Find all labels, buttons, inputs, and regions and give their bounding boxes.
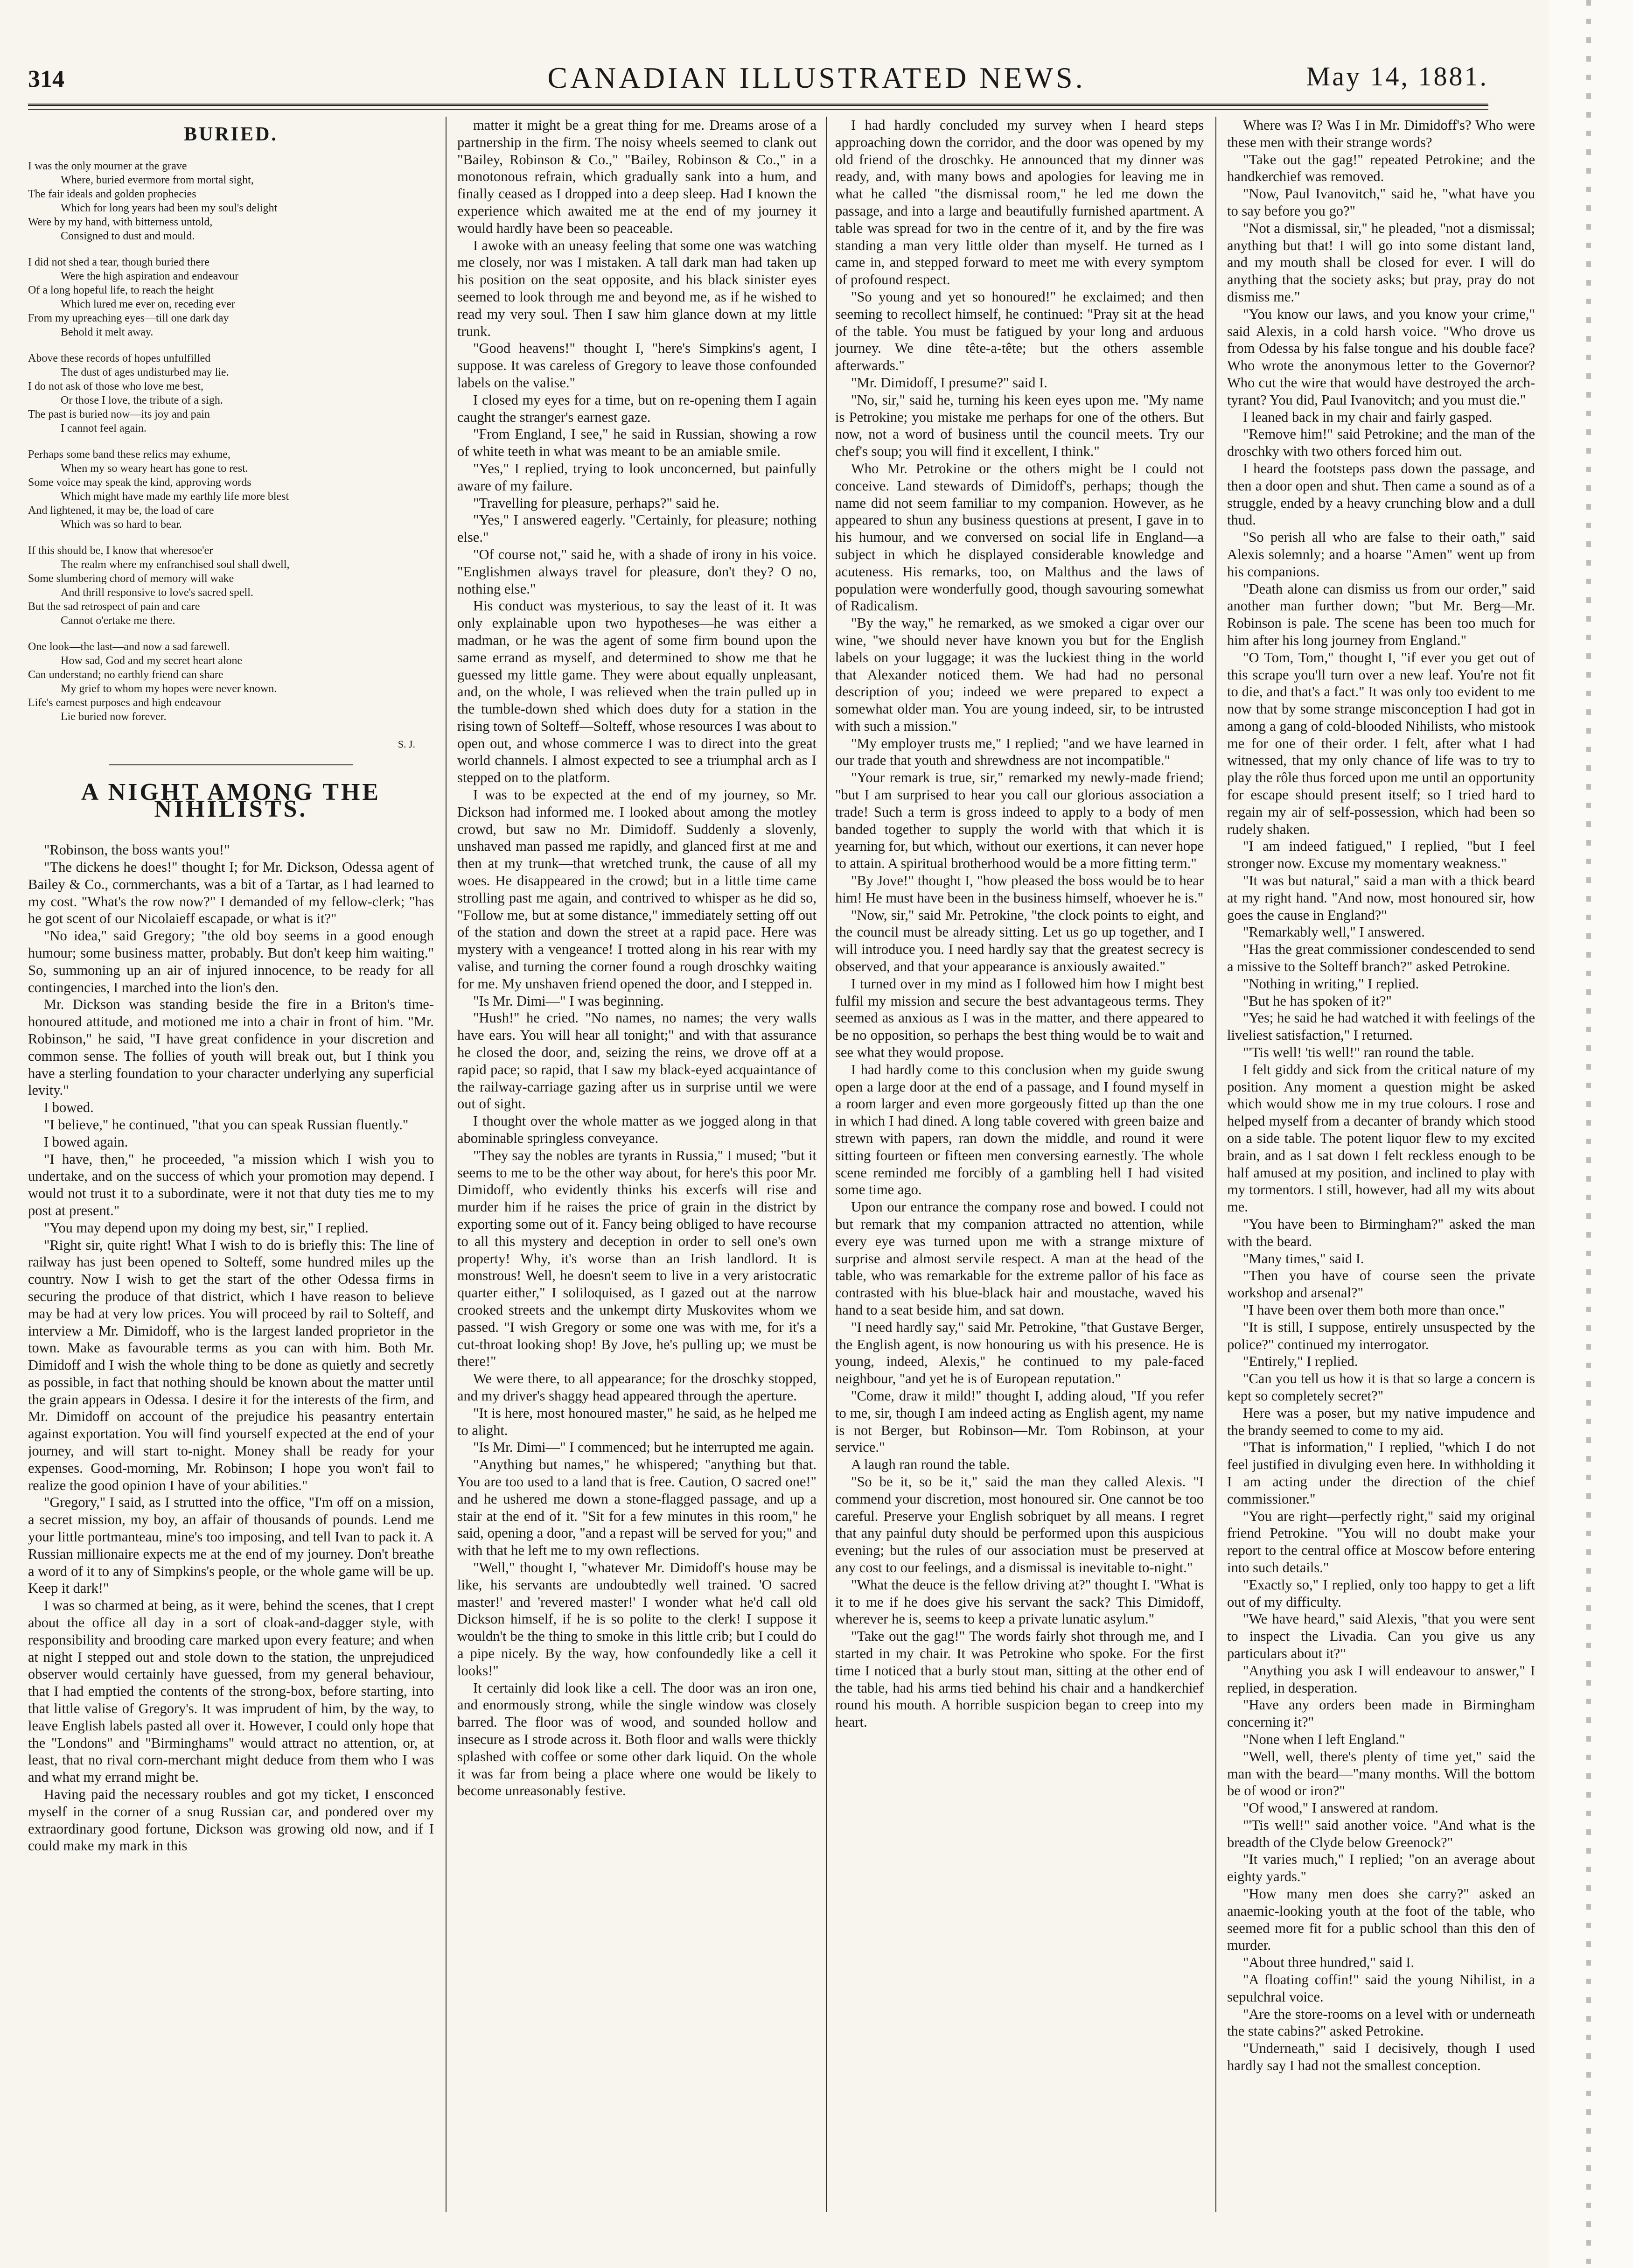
poem-line: Consigned to dust and mould. bbox=[61, 230, 195, 242]
poem-line: Can understand; no earthly friend can share bbox=[28, 668, 223, 681]
paragraph: "Death alone can dismiss us from our order," said another man further down; "but Mr. Berg—Mr. Robinson is pale. The scene has been too much for him after his long journey from England." bbox=[1227, 581, 1535, 648]
paragraph: "Now, sir," said Mr. Petrokine, "the clock points to eight, and the council must be already sitting. Let us go up together, and I will introduce you. I need hardly say that the greatest secrecy is observed, and that your appearance is anxiously awaited." bbox=[835, 907, 1204, 975]
paragraph: "From England, I see," he said in Russian, showing a row of white teeth in what was meant to be an amiable smile. bbox=[457, 426, 816, 460]
paragraph: We were there, to all appearance; for the droschky stopped, and my driver's shaggy head appeared through the aperture. bbox=[457, 1371, 816, 1404]
poem-stanza bbox=[28, 640, 434, 724]
column-rule bbox=[826, 117, 827, 2212]
paragraph: "Yes," I replied, trying to look unconcerned, but painfully aware of my failure. bbox=[457, 460, 816, 494]
page-number: 314 bbox=[28, 66, 64, 92]
paragraph: "You may depend upon my doing my best, sir," I replied. bbox=[44, 1219, 369, 1236]
paragraph: I was to be expected at the end of my journey, so Mr. Dickson had informed me. I looked about among the motley crowd, but saw no Mr. Dimidoff. Suddenly a slovenly, unshaved man passed me rapidly, and glanced first at me and then at my trunk—that wretched trunk, the cause of all my woes. He disappeared in the crowd; but in a little time came strolling past me again, and contrived to whisper as he did so, "Follow me, but at some distance," immediately setting off out of the station and down the street at a rapid pace. Here was mystery with a vengeance! I trotted along in his rear with my valise, and turning the corner found a rough droschky waiting for me. My unshaven friend opened the door, and I stepped in. bbox=[457, 787, 816, 992]
paragraph: "You are right—perfectly right," said my original friend Petrokine. "You will no doubt make your report to the central office at Moscow before entering into such details." bbox=[1227, 1508, 1535, 1575]
paragraph: "So perish all who are false to their oath," said Alexis solemnly; and a hoarse "Amen" went up from his companions. bbox=[1227, 529, 1535, 580]
paragraph: "I need hardly say," said Mr. Petrokine, "that Gustave Berger, the English agent, is now honouring us with his presence. He is young, indeed, Alexis," he continued to my pale-faced neighbour, "and yet he is of European reputation." bbox=[835, 1319, 1204, 1387]
poem-line: Were the high aspiration and endeavour bbox=[61, 270, 239, 282]
paragraph: I had hardly come to this conclusion when my guide swung open a large door at the end of a passage, and I found myself in a room larger and even more gorgeously fitted up than the one in which I had dined. A long table covered with green baize and strewn with papers, ran down the middle, and round it were sitting fourteen or fifteen men conversing earnestly. The whole scene reminded me forcibly of a gambling hell I had visited some time ago. bbox=[835, 1061, 1204, 1198]
paragraph: "'Tis well!" said another voice. "And what is the breadth of the Clyde below Greenock?" bbox=[1227, 1817, 1535, 1850]
paragraph: I turned over in my mind as I followed him how I might best fulfil my mission and secure the best advantageous terms. They seemed as anxious as I was in the matter, and there appeared to be no opposition, so perhaps the best thing would be to wait and see what they would propose. bbox=[835, 975, 1204, 1061]
paragraph: "It is still, I suppose, entirely unsuspected by the police?" continued my interrogator. bbox=[1227, 1319, 1535, 1352]
paragraph: "Is Mr. Dimi—" I was beginning. bbox=[473, 993, 664, 1009]
poem-line: Or those I love, the tribute of a sigh. bbox=[61, 394, 223, 406]
paragraph: "Entirely," I replied. bbox=[1243, 1353, 1358, 1370]
paragraph: "So be it, so be it," said the man they called Alexis. "I commend your discretion, most honoured sir. One cannot be too careful. Preserve your English sobriquet by all means. I regret that any painful duty should be performed upon this auspicious evening; but the rules of our association must be preserved at any cost to our feelings, and a dismissal is inevitable to-night." bbox=[835, 1473, 1204, 1575]
paragraph: "What the deuce is the fellow driving at?" thought I. "What is it to me if he does give his servant the sack? This Dimidoff, wherever he is, seems to keep a private lunatic asylum." bbox=[835, 1576, 1204, 1627]
paragraph: "But he has spoken of it?" bbox=[1243, 993, 1392, 1009]
paragraph: "Travelling for pleasure, perhaps?" said he. bbox=[473, 495, 719, 511]
poem-line: If this should be, I know that wheresoe'er bbox=[28, 544, 213, 557]
poem-line: And lightened, it may be, the load of care bbox=[28, 504, 214, 517]
paragraph: "We have heard," said Alexis, "that you were sent to inspect the Livadia. Can you give us any particulars about it?" bbox=[1227, 1611, 1535, 1661]
paragraph: "Of wood," I answered at random. bbox=[1243, 1800, 1438, 1816]
paragraph: "How many men does she carry?" asked an anaemic-looking youth at the foot of the table, who seemed more fit for a public school than this den of murder. bbox=[1227, 1886, 1535, 1953]
paragraph: "Your remark is true, sir," remarked my newly-made friend; "but I am surprised to hear you call our glorious association a trade! Such a term is gross indeed to apply to a body of men banded together to supply the world with that which it is yearning for, but which, without our exertions, it can never hope to attain. A spiritual brotherhood would be a more fitting term." bbox=[835, 770, 1204, 872]
paragraph: "By Jove!" thought I, "how pleased the boss would be to hear him! He must have been in the business himself, whoever he is." bbox=[835, 873, 1204, 906]
paragraph: "Exactly so," I replied, only too happy to get a lift out of my difficulty. bbox=[1227, 1576, 1535, 1610]
story-text-column-2 bbox=[457, 117, 816, 2212]
paragraph: "Remove him!" said Petrokine; and the man of the droschky with two others forced him out. bbox=[1227, 426, 1535, 460]
poem-line: Above these records of hopes unfulfilled bbox=[28, 352, 211, 364]
poem-stanza bbox=[28, 448, 434, 532]
paragraph: "Has the great commissioner condescended to send a missive to the Solteff branch?" asked Petrokine. bbox=[1227, 941, 1535, 975]
paragraph: I bowed again. bbox=[44, 1134, 128, 1150]
poem-line: Were by my hand, with bitterness untold, bbox=[28, 216, 213, 228]
paragraph: I felt giddy and sick from the critical nature of my position. Any moment a question might be asked which would show me in my true colours. I rose and helped myself from a decanter of brandy which stood on a side table. The potent liquor flew to my excited brain, and as I sat down I felt reckless enough to be half amused at my position, and inclined to play with my tormentors. I still, however, had all my wits about me. bbox=[1227, 1061, 1535, 1215]
poem-line: I did not shed a tear, though buried there bbox=[28, 256, 209, 268]
poem-line: I do not ask of those who love me best, bbox=[28, 380, 203, 392]
paragraph: I closed my eyes for a time, but on re-opening them I again caught the stranger's earnest gaze. bbox=[457, 392, 816, 425]
paragraph: "Robinson, the boss wants you!" bbox=[44, 842, 230, 858]
paragraph: "None when I left England." bbox=[1243, 1731, 1405, 1747]
paragraph: "O Tom, Tom," thought I, "if ever you get out of this scrape you'll turn over a new leaf. You're not fit to die, and that's a fact." It was only too evident to me now that by some strange misconception I had got in among a gang of cold-blooded Nihilists, who mistook me for one of their order. I felt, after what I had witnessed, that my only chance of life was to try to play the rôle thus forced upon me until an opportunity for escape should present itself; so I tried hard to regain my air of self-possession, which had been so rudely shaken. bbox=[1227, 649, 1535, 837]
poem-line: Perhaps some band these relics may exhume, bbox=[28, 448, 230, 461]
poem-line: My grief to whom my hopes were never known. bbox=[61, 682, 277, 695]
header-rule bbox=[28, 104, 1488, 110]
paragraph: Where was I? Was I in Mr. Dimidoff's? Who were these men with their strange words? bbox=[1227, 117, 1535, 150]
paragraph: "Gregory," I said, as I strutted into the office, "I'm off on a mission, a secret mission, my boy, an affair of thousands of pounds. Lend me your little portmanteau, mine's too imposing, and tell Ivan to pack it. A Russian millionaire expects me at the end of my journey. Don't breathe a word of it to any of Simpkins's people, or the whole game will be up. Keep it dark!" bbox=[28, 1494, 434, 1596]
poem-line: Cannot o'ertake me there. bbox=[61, 614, 175, 627]
poem-line: When my so weary heart has gone to rest. bbox=[61, 462, 248, 475]
poem-line: Where, buried evermore from mortal sight, bbox=[61, 174, 254, 186]
poem-line: Lie buried now forever. bbox=[61, 710, 167, 723]
poem-line: And thrill responsive to love's sacred spell. bbox=[61, 586, 253, 599]
paragraph: A laugh ran round the table. bbox=[851, 1456, 1010, 1473]
paragraph: "Good heavens!" thought I, "here's Simpkins's agent, I suppose. It was careless of Gregory to leave those confounded labels on the valise." bbox=[457, 340, 816, 391]
poem-stanza bbox=[28, 544, 434, 628]
poem-line: From my upreaching eyes—till one dark day bbox=[28, 312, 229, 324]
paragraph: "Not a dismissal, sir," he pleaded, "not a dismissal; anything but that! I will go into some distant land, and my mouth shall be closed for ever. I will do anything that the society asks; but pray, pray do not dismiss me." bbox=[1227, 220, 1535, 305]
paragraph: "Now, Paul Ivanovitch," said he, "what have you to say before you go?" bbox=[1227, 186, 1535, 219]
poem-line: The realm where my enfranchised soul shall dwell, bbox=[61, 558, 290, 571]
poem-line: Which for long years had been my soul's delight bbox=[61, 202, 278, 214]
binding-mark bbox=[1586, 0, 1591, 2268]
paragraph: "No idea," said Gregory; "the old boy seems in a good enough humour; some business matter, probably. But don't keep him waiting." So, summoning up an air of injured innocence, to be ready for all contingencies, I marched into the lion's den. bbox=[28, 928, 434, 995]
poem-line: How sad, God and my secret heart alone bbox=[61, 654, 243, 667]
column-1 bbox=[28, 117, 434, 2212]
poem-stanza bbox=[28, 255, 434, 339]
paragraph: I thought over the whole matter as we jogged along in that abominable springless conveyance. bbox=[457, 1113, 816, 1147]
poem-line: The past is buried now—its joy and pain bbox=[28, 408, 210, 420]
poem-line: But the sad retrospect of pain and care bbox=[28, 600, 200, 613]
poem-line: The fair ideals and golden prophecies bbox=[28, 188, 196, 200]
paragraph: "I have, then," he proceeded, "a mission which I wish you to undertake, and on the success of which your promotion may depend. I would not trust it to a subordinate, were it not that duty ties me to my post at present." bbox=[28, 1151, 434, 1218]
paragraph: "You know our laws, and you know your crime," said Alexis, in a cold harsh voice. "Who drove us from Odessa by his false tongue and his double face? Who wrote the anonymous letter to the Governor? Who cut the wire that would have destroyed the arch-tyrant? You did, Paul Ivanovitch; and you must die." bbox=[1227, 306, 1535, 408]
paragraph: "Well, well, there's plenty of time yet," said the man with the beard—"many months. Will the bottom be of wood or iron?" bbox=[1227, 1748, 1535, 1799]
poem-line: Some slumbering chord of memory will wake bbox=[28, 572, 234, 585]
paragraph: "I believe," he continued, "that you can speak Russian fluently." bbox=[44, 1116, 409, 1133]
paragraph: "It varies much," I replied; "on an average about eighty yards." bbox=[1227, 1851, 1535, 1885]
paragraph: I leaned back in my chair and fairly gasped. bbox=[1243, 409, 1493, 425]
paragraph: "Are the store-rooms on a level with or underneath the state cabins?" asked Petrokine. bbox=[1227, 2006, 1535, 2039]
poem-stanza bbox=[28, 159, 434, 243]
paragraph: "Remarkably well," I answered. bbox=[1243, 924, 1425, 940]
paragraph: I had hardly concluded my survey when I heard steps approaching down the corridor, and the door was opened by my old friend of the droschky. He announced that my dinner was ready, and, with many bows and apologies for leaving me in what he called "the dismissal room," he led me down the passage, and into a large and beautifully furnished apartment. A table was spread for two in the centre of it, and by the fire was standing a man very little older than myself. He turned as I came in, and stepped forward to meet me with every symptom of profound respect. bbox=[835, 117, 1204, 288]
paragraph: "They say the nobles are tyrants in Russia," I mused; "but it seems to me to be the other way about, for here's this poor Mr. Dimidoff, who evidently thinks his excerfs will rise and murder him if he raises the price of grain in the district by exporting some out of it. Fancy being obliged to have recourse to all this mystery and deception in order to sell one's own property! Why, it's worse than an Irish landlord. It is monstrous! Well, he doesn't seem to live in a very aristocratic quarter either," I soliloquised, as I gazed out at the narrow crooked streets and the unkempt dirty Muskovites whom we passed. "I wish Gregory or some one was with me, for it's a cut-throat looking shop! By Jove, he's pulling up; we must be there!" bbox=[457, 1147, 816, 1370]
paragraph: His conduct was mysterious, to say the least of it. It was only explainable upon two hypotheses—he was either a madman, or he was the agent of some firm bound upon the same errand as myself, and determined to show me that he guessed my little game. They were about equally unpleasant, and, on the whole, I was relieved when the train pulled up in the tumble-down shed which does duty for a station in the rising town of Solteff—Solteff, whose resources I was about to open out, and whose commerce I was to direct into the great world channels. I almost expected to see a triumphal arch as I stepped on to the platform. bbox=[457, 598, 816, 786]
poem-signature: S. J. bbox=[398, 738, 415, 750]
paragraph: "Hush!" he cried. "No names, no names; the very walls have ears. You will hear all tonight;" and with that assurance he closed the door, and, seizing the reins, we drove off at a rapid pace; so rapid, that I saw my black-eyed acquaintance of the railway-carriage gazing after us in surprise until we were out of sight. bbox=[457, 1010, 816, 1112]
story-text-column-4 bbox=[1227, 117, 1535, 2212]
paragraph: Upon our entrance the company rose and bowed. I could not but remark that my companion attracted no attention, while every eye was turned upon me with a strange mixture of surprise and almost servile respect. A man at the head of the table, who was remarkable for the extreme pallor of his face as contrasted with his blue-black hair and moustache, waved his hand to a seat beside him, and sat down. bbox=[835, 1199, 1204, 1318]
poem-line: Life's earnest purposes and high endeavour bbox=[28, 696, 222, 709]
paragraph: "Of course not," said he, with a shade of irony in his voice. "Englishmen always travel for pleasure, don't they? O no, nothing else." bbox=[457, 546, 816, 597]
paragraph: "Is Mr. Dimi—" I commenced; but he interrupted me again. bbox=[473, 1439, 814, 1456]
paragraph: "By the way," he remarked, as we smoked a cigar over our wine, "we should never have known you but for the English labels on your luggage; it was the luckiest thing in the world that Alexander noticed them. We had had no personal description of you; indeed we were prepared to expect a somewhat older man. You are young indeed, sir, to be intrusted with such a mission." bbox=[835, 615, 1204, 734]
paragraph: Mr. Dickson was standing beside the fire in a Briton's time-honoured attitude, and motioned me into a chair in front of him. "Mr. Robinson," he said, "I have great confidence in your discretion and common sense. The follies of youth will break out, but I think you have a sterling foundation to your character underlying any superficial levity." bbox=[28, 996, 434, 1099]
poem-body bbox=[28, 159, 434, 724]
poem-line: I cannot feel again. bbox=[61, 422, 147, 434]
paragraph: matter it might be a great thing for me. Dreams arose of a partnership in the firm. The noisy wheels seemed to clank out "Bailey, Robinson & Co.," "Bailey, Robinson & Co.," in a monotonous refrain, which gradually sank into a hum, and finally ceased as I dropped into a deep sleep. Had I known the experience which awaited me at the end of my journey it would hardly have been so peaceable. bbox=[457, 117, 816, 236]
poem-line: Of a long hopeful life, to reach the height bbox=[28, 284, 214, 296]
paragraph: "Then you have of course seen the private workshop and arsenal?" bbox=[1227, 1267, 1535, 1301]
poem-line: Which was so hard to bear. bbox=[61, 518, 182, 531]
section-divider bbox=[109, 764, 353, 765]
paragraph: "Many times," said I. bbox=[1243, 1250, 1364, 1267]
paragraph: "Yes," I answered eagerly. "Certainly, for pleasure; nothing else." bbox=[457, 512, 816, 546]
paragraph: "I am indeed fatigued," I replied, "but I feel stronger now. Excuse my momentary weakness." bbox=[1227, 838, 1535, 872]
paragraph: "Anything you ask I will endeavour to answer," I replied, in desperation. bbox=[1227, 1662, 1535, 1696]
paragraph: "Anything but names," he whispered; "anything but that. You are too used to a land that is free. Caution, O sacred one!" and he ushered me down a stone-flagged passage, and up a stair at the end of it. "Sit for a few minutes in this room," he said, opening a door, "and a repast will be served for you;" and with that he left me to my own reflections. bbox=[457, 1456, 816, 1559]
paragraph: "So young and yet so honoured!" he exclaimed; and then seeming to recollect himself, he continued: "Pray sit at the head of the table. You must be fatigued by your long and arduous journey. We dine tête-a-tête; but the others assemble afterwards." bbox=[835, 288, 1204, 374]
poem-line: Which might have made my earthly life more blest bbox=[61, 490, 289, 503]
column-rule bbox=[446, 117, 447, 2212]
paragraph: "Have any orders been made in Birmingham concerning it?" bbox=[1227, 1697, 1535, 1730]
paragraph: It certainly did look like a cell. The door was an iron one, and enormously strong, while the single window was closely barred. The floor was of wood, and sounded hollow and insecure as I strode across it. Both floor and walls were thickly splashed with coffee or some other dark liquid. On the whole it was far from being a place where one would be likely to become unreasonably festive. bbox=[457, 1680, 816, 1799]
poem-line: One look—the last—and now a sad farewell. bbox=[28, 640, 230, 653]
paragraph: "It was but natural," said a man with a thick beard at my right hand. "And now, most honoured sir, how goes the cause in England?" bbox=[1227, 873, 1535, 923]
story-text-column-3 bbox=[835, 117, 1204, 2212]
poem-line: I was the only mourner at the grave bbox=[28, 160, 187, 172]
paragraph: "Yes; he said he had watched it with feelings of the liveliest satisfaction," I returned. bbox=[1227, 1010, 1535, 1043]
masthead: CANADIAN ILLUSTRATED NEWS. bbox=[547, 61, 1086, 94]
issue-date: May 14, 1881. bbox=[1306, 61, 1488, 91]
paragraph: Here was a poser, but my native impudence and the brandy seemed to come to my aid. bbox=[1227, 1405, 1535, 1438]
poem-line: Which lured me ever on, receding ever bbox=[61, 298, 235, 310]
story-text-column-1 bbox=[28, 841, 434, 1855]
paragraph: I awoke with an uneasy feeling that some one was watching me closely, nor was I mistaken. A tall dark man had taken up his position on the seat opposite, and his black sinister eyes seemed to look through me and beyond me, as if he wished to read my very soul. Then I saw him glance down at my little trunk. bbox=[457, 237, 816, 339]
poem-line: The dust of ages undisturbed may lie. bbox=[61, 366, 229, 378]
poem-line: Behold it melt away. bbox=[61, 326, 154, 338]
paragraph: "Nothing in writing," I replied. bbox=[1243, 975, 1419, 992]
paragraph: Who Mr. Petrokine or the others might be I could not conceive. Land stewards of Dimidoff's, perhaps; though the name did not seem familiar to my companion. However, as he appeared to shun any business questions at present, I gave in to his humour, and we conversed on social life in England—a subject in which he displayed considerable knowledge and acuteness. His remarks, too, on Malthus and the laws of population were wonderfully good, though savouring somewhat of Radicalism. bbox=[835, 460, 1204, 614]
poem-line: Some voice may speak the kind, approving words bbox=[28, 476, 251, 489]
poem-stanza bbox=[28, 351, 434, 435]
column-rule bbox=[1215, 117, 1216, 2212]
story-title: A NIGHT AMONG THE NIHILISTS. bbox=[81, 778, 381, 823]
paragraph: I heard the footsteps pass down the passage, and then a door open and shut. Then came a sound as of a struggle, ended by a heavy crunching blow and a dull thud. bbox=[1227, 460, 1535, 528]
paragraph: "My employer trusts me," I replied; "and we have learned in our trade that youth and shrewdness are not incompatible." bbox=[835, 735, 1204, 769]
paragraph: "No, sir," said he, turning his keen eyes upon me. "My name is Petrokine; you mistake me perhaps for one of the others. But now, not a word of business until the council meets. Try our chef's soup; you will find it excellent, I think." bbox=[835, 392, 1204, 460]
paragraph: "Take out the gag!" The words fairly shot through me, and I started in my chair. It was Petrokine who spoke. For the first time I noticed that a burly stout man, sitting at the other end of the table, had his arms tied behind his chair and a handkerchief round his mouth. A horrible suspicion began to creep into my heart. bbox=[835, 1628, 1204, 1730]
paragraph: "Right sir, quite right! What I wish to do is briefly this: The line of railway has just been opened to Solteff, some hundred miles up the country. Now I wish to get the start of the other Odessa firms in securing the produce of that district, which I have reason to believe may be had at very low prices. You will proceed by rail to Solteff, and interview a Mr. Dimidoff, who is the largest landed proprietor in the town. Make as favourable terms as you can with him. Both Mr. Dimidoff and I wish the whole thing to be done as quietly and secretly as possible, in fact that nothing should be known about the matter until the grain appears in Odessa. I desire it for the interests of the firm, and Mr. Dimidoff on account of the prejudice his peasantry entertain against exportation. You will find yourself expected at the end of your journey, and will start to-night. Money shall be ready for your expenses. Good-morning, Mr. Robinson; I hope you won't fail to realize the good opinion I have of your abilities." bbox=[28, 1237, 434, 1493]
paragraph: "I have been over them both more than once." bbox=[1243, 1302, 1505, 1318]
paragraph: "You have been to Birmingham?" asked the man with the beard. bbox=[1227, 1216, 1535, 1249]
paragraph: I was so charmed at being, as it were, behind the scenes, that I crept about the office all day in a sort of cloak-and-dagger style, with responsibility and brooding care marked upon every feature; and when at night I stepped out and stole down to the station, the unprejudiced observer would certainly have guessed, from my general behaviour, that I had emptied the contents of the strong-box, before starting, into that little valise of Gregory's. It was imprudent of him, by the way, to leave English labels pasted all over it. However, I could only hope that the "Londons" and "Birminghams" would attract no attention, or, at least, that no rival corn-merchant might deduce from them who I was and what my errand might be. bbox=[28, 1597, 434, 1785]
paragraph: "Underneath," said I decisively, though I used hardly say I had not the smallest conception. bbox=[1227, 2040, 1535, 2074]
paragraph: "A floating coffin!" said the young Nihilist, in a sepulchral voice. bbox=[1227, 1972, 1535, 2005]
poem-title: BURIED. bbox=[184, 124, 278, 145]
paragraph: "The dickens he does!" thought I; for Mr. Dickson, Odessa agent of Bailey & Co., cornmerchants, was a bit of a Tartar, as I had learned to my cost. "What's the row now?" I demanded of my fellow-clerk; "has he got scent of our Nicolaieff escapade, or what is it?" bbox=[28, 859, 434, 927]
paragraph: I bowed. bbox=[44, 1099, 94, 1116]
page-margin bbox=[1549, 0, 1633, 2268]
paragraph: "It is here, most honoured master," he said, as he helped me to alight. bbox=[457, 1405, 816, 1438]
paragraph: "About three hundred," said I. bbox=[1243, 1954, 1415, 1971]
paragraph: "Well," thought I, "whatever Mr. Dimidoff's house may be like, his servants are undoubtedly well trained. 'O sacred master!' and 'revered master!' I wonder what he'd call old Dickson himself, if he is so polite to the clerk! I suppose it wouldn't be the thing to smoke in this little crib; but I could do a pipe nicely. By the way, how confoundedly like a cell it looks!" bbox=[457, 1559, 816, 1679]
paragraph: "Come, draw it mild!" thought I, adding aloud, "If you refer to me, sir, though I am indeed acting as English agent, my name is not Berger, but Robinson—Mr. Tom Robinson, at your service." bbox=[835, 1387, 1204, 1456]
paragraph: "That is information," I replied, "which I do not feel justified in divulging even here. In withholding it I am acting under the direction of the chief commissioner." bbox=[1227, 1439, 1535, 1507]
paragraph: "'Tis well! 'tis well!" ran round the table. bbox=[1243, 1044, 1474, 1061]
paragraph: "Can you tell us how it is that so large a concern is kept so completely secret?" bbox=[1227, 1371, 1535, 1404]
paragraph: Having paid the necessary roubles and got my ticket, I ensconced myself in the corner of a snug Russian car, and pondered over my extraordinary good fortune, Dickson was growing old now, and if I could make my mark in this bbox=[28, 1786, 434, 1854]
paragraph: "Take out the gag!" repeated Petrokine; and the handkerchief was removed. bbox=[1227, 151, 1535, 185]
paragraph: "Mr. Dimidoff, I presume?" said I. bbox=[851, 374, 1047, 391]
